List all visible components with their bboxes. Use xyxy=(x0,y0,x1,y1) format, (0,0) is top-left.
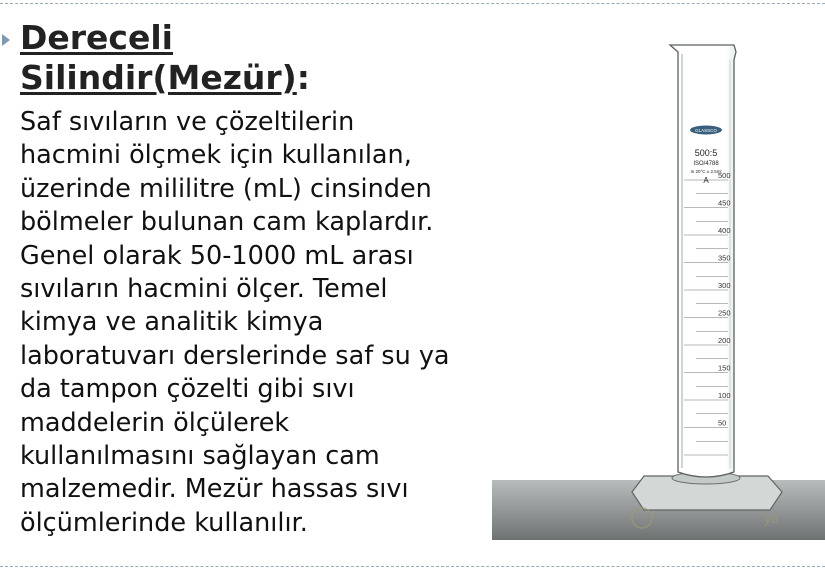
bottom-dashed-divider xyxy=(0,566,825,567)
capacity-label: 500:5 xyxy=(694,148,718,158)
temperature-label: In 20°C ± 2.5ml xyxy=(690,169,722,174)
title-line-1: Dereceli xyxy=(20,18,173,57)
scale-label: 500 xyxy=(718,171,731,180)
scale-label: 100 xyxy=(718,391,731,400)
scale-label: 450 xyxy=(718,198,731,208)
scale-label: 50 xyxy=(718,418,727,428)
class-label: A xyxy=(703,176,709,185)
top-dashed-divider xyxy=(0,3,825,4)
scale-label: 250 xyxy=(718,308,731,318)
scale-label: 350 xyxy=(718,253,731,263)
title-line-2: Silindir(Mezür) xyxy=(20,58,297,97)
body-paragraph: Saf sıvıların ve çözeltilerin hacmini ölçmek için kullanılan, üzerinde mililitre (mL) cinsinden bölmeler bulunan cam kaplardır. Genel olarak 50-1000 mL arası sıvıların hacmini ölçer. Temel kimya ve analitik kimya laboratuvarı derslerinde saf su ya da tampon çözelti gibi sıvı maddelerin ölçülerek kullanılmasını sağlayan cam malzemedir. Mezür hassas sıvı ölçümlerinde kullanılır. xyxy=(20,107,450,538)
iso-label: ISO/4788 xyxy=(693,161,719,167)
scale-label: 150 xyxy=(718,363,731,373)
watermark-text: ya xyxy=(764,510,779,526)
scale-label: 300 xyxy=(718,281,731,290)
graduated-cylinder-photo xyxy=(492,40,825,540)
scale-label: 200 xyxy=(718,336,731,345)
scale-label: 400 xyxy=(718,226,731,235)
brand-logo: GLASSCO xyxy=(695,128,717,133)
title-colon: : xyxy=(296,58,310,97)
slide-title xyxy=(20,18,310,98)
bullet-arrow-icon xyxy=(2,34,10,46)
